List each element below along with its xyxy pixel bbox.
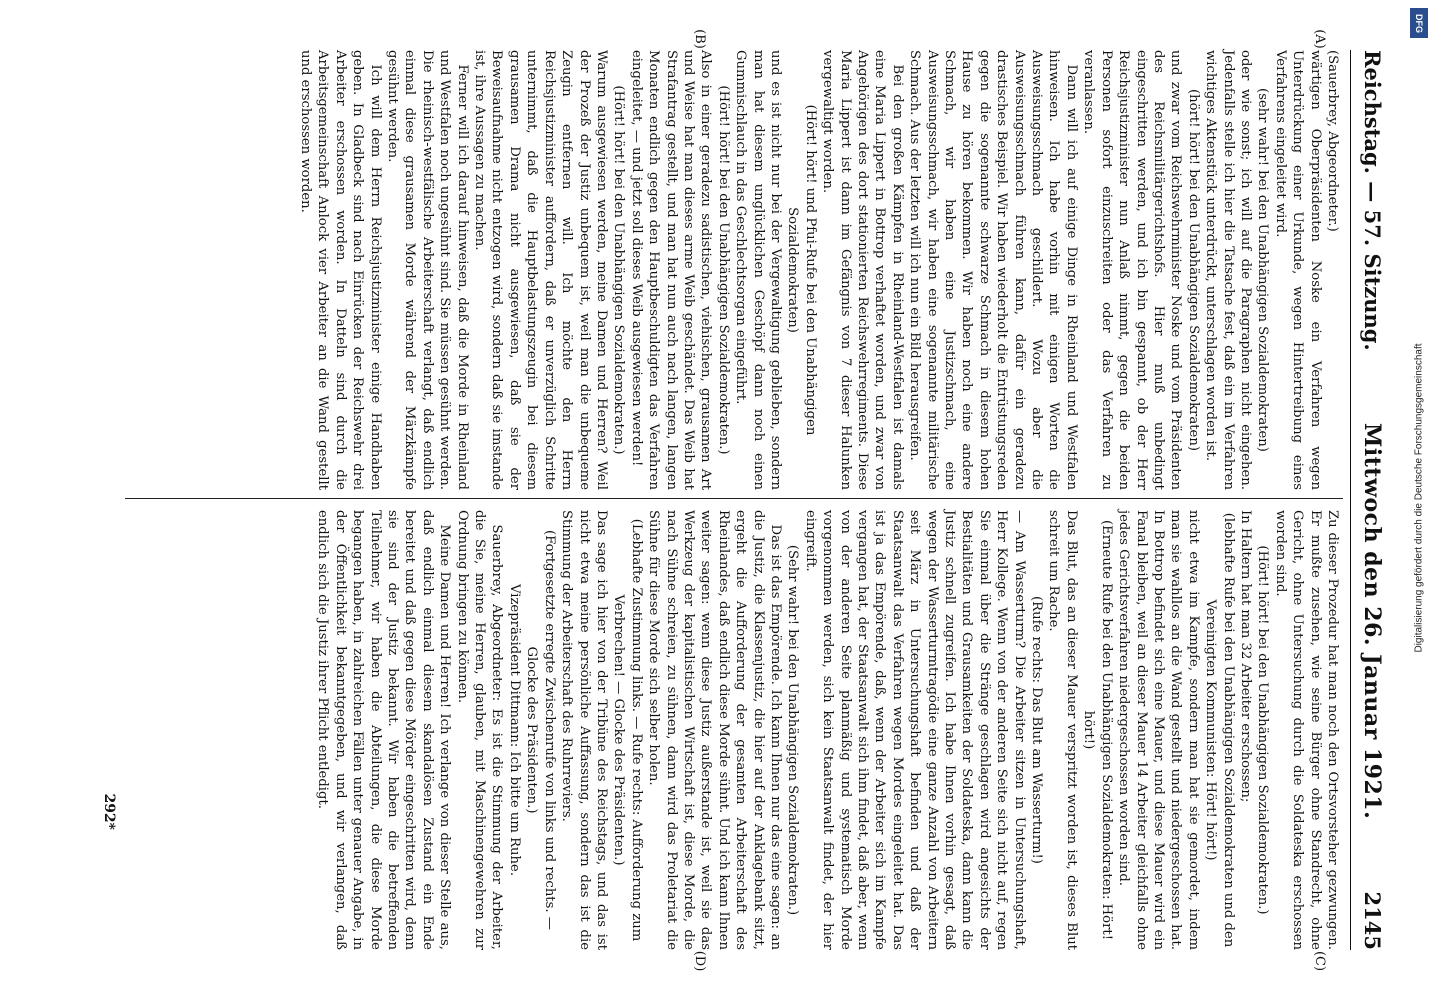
paragraph: wärtigen Oberpräsidenten Noske ein Verfahren wegen Unterdrückung einer Urkunde, wegen Hintertreibung eines Verfahrens eingeleitet wird.: [1272, 50, 1323, 490]
paragraph: Bei den großen Kämpfen in Rheinland-Westfalen ist damals eine Maria Lippert in Bottrop verhaftet worden, und zwar von Angehörigen des dort stationierten Reichswehrregiments. Diese Maria Lippert ist dann im Gefängnis von 7 dieser Halunken vergewaltigt worden.: [820, 50, 905, 490]
paragraph: Warum ausgewiesen werden, meine Damen und Herren? Weil der Prozeß der Justiz unbequem ist, weil man die unbequeme Zeugin entfernen will. Ich möchte den Herrn Reichsjustizminister auffordern, daß er unverzüglich Schritte unternimmt, daß die Hauptbelastungszeugin bei diesem grausamen Drama nicht ausgewiesen, daß sie der Beweisaufnahme nicht entzogen wird, sondern daß sie imstande ist, ihre Aussagen zu machen.: [472, 50, 609, 490]
paragraph: Ich will dem Herrn Reichsjustizminister einige Handhaben geben. In Gladbeck sind nach Einrücken der Reichswehr drei Arbeiter erschossen worden. In Datteln sind durch die Arbeitsgemeinschaft Anlock vier Arbeiter an die Wand gestellt und erschossen worden.: [298, 50, 383, 490]
rotated-page: [27, 20, 1407, 980]
interjection: Vizepräsident Dittmann: Ich bitte um Ruhe.: [506, 583, 522, 877]
header-date: Mittwoch den 26. Januar 1921.: [1359, 423, 1385, 820]
page-footer-signature: 292*: [101, 793, 117, 830]
paragraph: — Am Wasserturm? Die Arbeiter sitzen in Untersuchungshaft, Herr Kollege. Wenn von der anderen Seite sich nicht auf, regen Sie einmal über die Stränge geschlagen wird angesichts der Bestialitäten und Grausamkeiten der Soldateska, dann kann die Justiz schnell zugreifen. Ich habe Ihnen vorhin gesagt, daß wegen der Wasserturmtragödie eine ganze Anzahl von Arbeitern seit März in Untersuchungshaft befinden und daß der Staatsanwalt das Verfahren wegen Mordes eingeleitet hat. Das ist ja das Empörende, daß, wenn der Arbeiter sich im Kampfe vergangen hat, der Staatsanwalt sich ihm findet, daß aber, wenn von der anderen Seite planmäßig und systematisch Morde vorgenommen werden, sich kein Staatsanwalt findet, der hier eingreift.: [802, 510, 1027, 950]
paragraph: oder wie sonst; ich will auf die Paragraphen nicht eingehen. Jedenfalls stelle ich hier die Tatsache fest, daß ein im Verfahren wichtiges Aktenstück unterdrückt, unterschlagen worden ist.: [1203, 50, 1253, 490]
paragraph: Sauerbrey, Abgeordneter: Es ist die Stimmung der Arbeiter, die Sie, meine Herren, glauben, mit Maschinengewehren zur Ordnung bringen zu können.: [454, 510, 505, 950]
margin-marker-d: (D): [692, 950, 707, 972]
interjection: (Hört! hört! und Pfui-Rufe bei den Unabhängigen Sozialdemokraten): [785, 104, 818, 436]
paragraph: Das Blut, das an dieser Mauer verspritzt worden ist, dieses Blut schreit um Rache.: [1046, 510, 1079, 950]
interjection: (sehr wahr! bei den Unabhängigen Sozialdemokraten): [1255, 88, 1271, 452]
paragraph: (Sauerbrey, Abgeordneter.): [1325, 50, 1340, 232]
page-number: 2145: [1360, 891, 1385, 950]
paragraph: und es ist nicht nur bei der Vergewaltigung geblieben, sondern man hat diesem unglücklichen Geschöpf dann noch einen Gummischlauch in das Geschlechtsorgan eingeführt.: [733, 50, 783, 490]
paragraph: nicht etwa im Kampfe, sondern man hat sie gemordet, indem man sie wahllos an die Wand gestellt und niedergeschossen hat. In Bottrop befindet sich eine Mauer, und diese Mauer wird ein Fanal bleiben, weil an dieser Mauer 14 Arbeiter gleichfalls ohne jedes Gerichtsverfahren niedergeschossen worden sind.: [1116, 510, 1201, 950]
margin-marker-b: (B): [692, 29, 707, 49]
dfg-side-credit: [1408, 8, 1430, 988]
interjection: (Fortgesetzte erregte Zwischenrufe von links und rechts. — Glocke des Präsidenten.): [524, 530, 557, 930]
dfg-credit-text: Digitalisierung gefördert durch die Deutsche Forschungsgemeinschaft: [1413, 343, 1425, 653]
paragraph: Das ist das Empörende. Ich kann Ihnen nur das eine sagen: an die Justiz, die Klassenjustiz, die hier auf der Anklagebank sitzt, ergeht die Aufforderung der gesamten Arbeiterschaft des Rheinlandes, daß endlich diese Morde sühnt. Und ich kann Ihnen weiter sagen: wenn diese Justiz außerstande ist, weil sie das Werkzeug der kapitalistischen Wirtschaft ist, diese Morde, die nach Sühne schreien, zu sühnen, dann wird das Proletariat die Sühne für diese Morde sich selber holen.: [646, 510, 783, 950]
paragraph: In Haltern hat man 32 Arbeiter erschossen;: [1237, 510, 1253, 803]
paragraph: und zwar vom Reichswehrminister Noske und vom Präsidenten des Reichsmilitärgerichtshofs. Hier muß unbedingt eingeschritten werden, und ich bin gespannt, ob der Herr Reichsjustizminister nun Anlaß nimmt, gegen die beiden Personen sofort einzuschreiten oder das Verfahren zu veranlassen.: [1081, 50, 1184, 490]
right-column: [314, 510, 1341, 950]
interjection: (Sehr wahr! bei den Unabhängigen Sozialdemokraten.): [785, 544, 801, 916]
column-divider: [125, 498, 1343, 499]
interjection: (hört! hört! bei den Unabhängigen Sozialdemokraten): [1185, 89, 1201, 451]
interjection: (Hört! hört! bei den Unabhängigen Sozialdemokraten.): [715, 85, 731, 455]
paragraph: Das sage ich hier von der Tribüne des Reichstags, und das ist nicht etwa meine persönliche Auffassung, sondern das ist die Stimmung der Arbeiterschaft des Ruhrreviers.: [559, 510, 609, 950]
interjection: (Erneute Rufe bei den Unabhängigen Sozialdemokraten: Hört! hört!): [1081, 519, 1114, 941]
interjection: (Hört! hört! bei den Unabhängigen Sozialdemokraten.): [611, 85, 627, 455]
interjection: (Lebhafte Zustimmung links. — Rufe rechts: Aufforderung zum Verbrechen! — Glocke des Präsidenten.): [611, 518, 644, 942]
paragraph: Dann will ich auf einige Dinge in Rheinland und Westfalen hinweisen. Ich habe vorhin mit einigen Worten die Ausweisungsschmach geschildert. Wozu aber die Ausweisungsschmach führen kann, dafür ein geradezu drastisches Beispiel. Wir haben wiederholt die Entrüstungsreden gegen die sogenannte schwarze Schmach in diesem hohen Hause zu hören bekommen. Wir haben noch eine andere Schmach, wir haben eine Justizschmach, eine Ausweisungsschmach, wir haben eine sogenannte militärische Schmach. Aus der letzten will ich nun ein Bild herausgreifen.: [907, 50, 1079, 490]
left-column: [297, 50, 1341, 490]
interjection: (lebhafte Rufe bei den Unabhängigen Sozialdemokraten und den Vereinigten Kommunisten: Hört! hört!): [1203, 512, 1236, 948]
interjection: (Hört! hört! bei den Unabhängigen Sozialdemokraten.): [1255, 545, 1271, 915]
paragraph: Also in einer geradezu sadistischen, viehischen, grausamen Art und Weise hat man dieses arme Weib geschändet. Das Weib hat Strafantrag gestellt, und man hat nun auch nach langen, langen Monaten endlich gegen den Hauptbeschuldigten das Verfahren eingeleitet, — und jetzt soll dieses Weib ausgewiesen werden!: [628, 50, 714, 490]
margin-marker-a: (A): [1312, 29, 1327, 49]
paragraph: Ferner will ich darauf hinweisen, daß die Morde in Rheinland und Westfalen noch ungesühnt sind. Sie müssen gesühnt werden. Die rheinisch-westfälische Arbeiterschaft verlangt, daß endlich einmal diese grausamen Morde während der Märzkämpfe gesühnt werden.: [385, 50, 470, 490]
paragraph: Meine Damen und Herren! Ich verlange von dieser Stelle aus, daß endlich einmal diesem skandalösen Zustand ein Ende bereitet und daß gegen diese Mörder eingeschritten wird, denn sie sind der Justiz bekannt. Wir haben die betreffenden Teilnehmer, wir haben die Abteilungen, die diese Morde begangen haben, in zahlreichen Fällen unter genauer Angabe, in der Öffentlichkeit bekanntgegeben, und wir verlangen, daß endlich sich die Justiz ihrer Pflicht entledigt.: [315, 510, 453, 950]
paragraph: Zu dieser Prozedur hat man noch den Ortsvorsteher gezwungen. Er mußte zusehen, wie seine Bürger ohne Standrecht, ohne Gericht, ohne Untersuchung durch die Soldateska erschossen worden sind.: [1272, 510, 1340, 950]
margin-marker-c: (C): [1312, 950, 1327, 972]
interjection: (Rufe rechts: Das Blut am Wasserturm!): [1029, 596, 1045, 864]
dfg-logo: DFG: [1410, 8, 1428, 38]
header-left: Reichstag. — 57. Sitzung.: [1360, 50, 1385, 351]
page-header: [1350, 50, 1385, 950]
